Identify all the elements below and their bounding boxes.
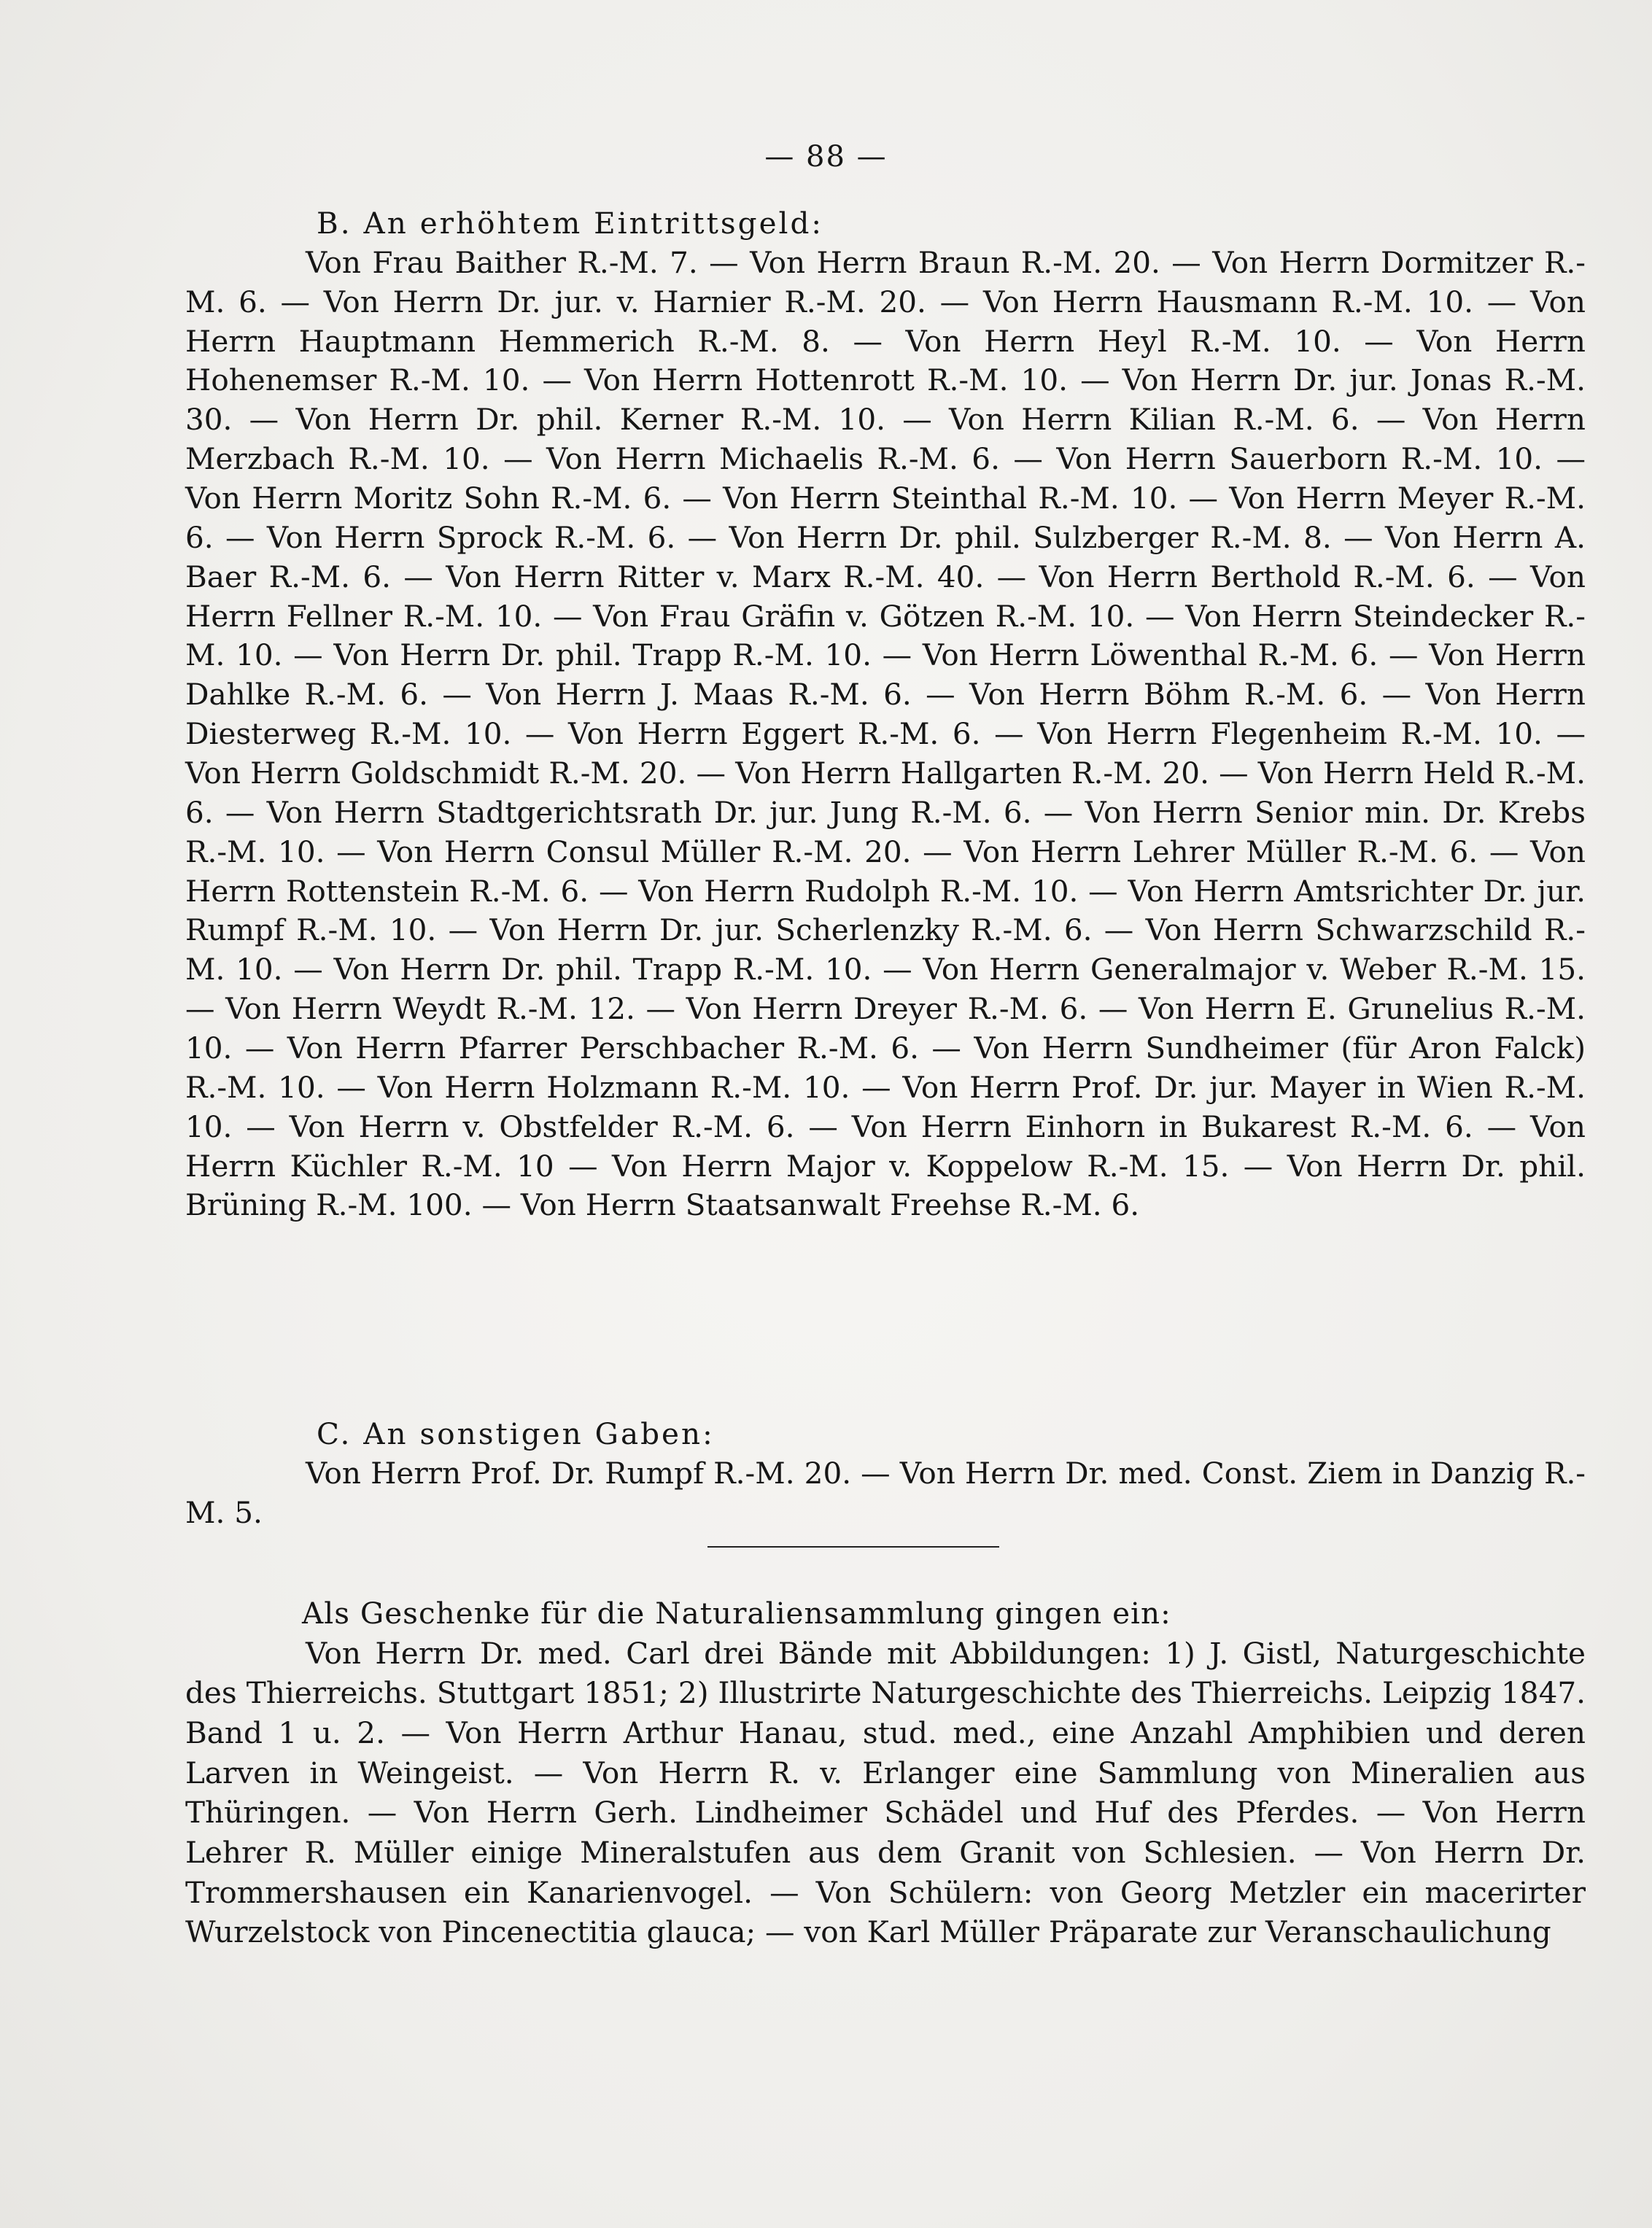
section-divider	[707, 1546, 999, 1548]
naturalien-heading: Als Geschenke für die Naturaliensammlung gingen ein:	[302, 1596, 1171, 1631]
section-b-body: Von Frau Baither R.-M. 7. — Von Herrn Braun R.-M. 20. — Von Herrn Dormitzer R.-M. 6. — Von Herrn Dr. jur. v. Harnier R.-M. 20. — Von Herrn Hausmann R.-M. 10. — Von Herrn Hauptmann Hemmerich R.-M. 8. — Von Herrn Heyl R.-M. 10. — Von Herrn Hohenemser R.-M. 10. — Von Herrn Hottenrott R.-M. 10. — Von Herrn Dr. jur. Jonas R.-M. 30. — Von Herrn Dr. phil. Kerner R.-M. 10. — Von Herrn Kilian R.-M. 6. — Von Herrn Merzbach R.-M. 10. — Von Herrn Michaelis R.-M. 6. — Von Herrn Sauerborn R.-M. 10. — Von Herrn Moritz Sohn R.-M. 6. — Von Herrn Steinthal R.-M. 10. — Von Herrn Meyer R.-M. 6. — Von Herrn Sprock R.-M. 6. — Von Herrn Dr. phil. Sulzberger R.-M. 8. — Von Herrn A. Baer R.-M. 6. — Von Herrn Ritter v. Marx R.-M. 40. — Von Herrn Berthold R.-M. 6. — Von Herrn Fellner R.-M. 10. — Von Frau Gräfin v. Götzen R.-M. 10. — Von Herrn Steindecker R.-M. 10. — Von Herrn Dr. phil. Trapp R.-M. 10. — Von Herrn Löwenthal R.-M. 6. — Von Herrn Dahlke R.-M. 6. — Von Herrn J. Maas R.-M. 6. — Von Herrn Böhm R.-M. 6. — Von Herrn Diesterweg R.-M. 10. — Von Herrn Eggert R.-M. 6. — Von Herrn Flegenheim R.-M. 10. — Von Herrn Goldschmidt R.-M. 20. — Von Herrn Hallgarten R.-M. 20. — Von Herrn Held R.-M. 6. — Von Herrn Stadtgerichtsrath Dr. jur. Jung R.-M. 6. — Von Herrn Senior min. Dr. Krebs R.-M. 10. — Von Herrn Consul Müller R.-M. 20. — Von Herrn Lehrer Müller R.-M. 6. — Von Herrn Rottenstein R.-M. 6. — Von Herrn Rudolph R.-M. 10. — Von Herrn Amtsrichter Dr. jur. Rumpf R.-M. 10. — Von Herrn Dr. jur. Scherlenzky R.-M. 6. — Von Herrn Schwarzschild R.-M. 10. — Von Herrn Dr. phil. Trapp R.-M. 10. — Von Herrn Generalmajor v. Weber R.-M. 15. — Von Herrn Weydt R.-M. 12. — Von Herrn Dreyer R.-M. 6. — Von Herrn E. Grunelius R.-M. 10. — Von Herrn Pfarrer Perschbacher R.-M. 6. — Von Herrn Sundheimer (für Aron Falck) R.-M. 10. — Von Herrn Holzmann R.-M. 10. — Von Herrn Prof. Dr. jur. Mayer in Wien R.-M. 10. — Von Herrn v. Obstfelder R.-M. 6. — Von Herrn Einhorn in Bukarest R.-M. 6. — Von Herrn Küchler R.-M. 10 — Von Herrn Major v. Koppelow R.-M. 15. — Von Herrn Dr. phil. Brüning R.-M. 100. — Von Herrn Staatsanwalt Freehse R.-M. 6.	[185, 244, 1586, 1223]
section-c-heading: C. An sonstigen Gaben:	[317, 1416, 715, 1451]
section-b	[185, 204, 1586, 1225]
naturalien-body: Von Herrn Dr. med. Carl drei Bände mit Abbildungen: 1) J. Gistl, Naturgeschichte des Thierreichs. Stuttgart 1851; 2) Illustrirte Naturgeschichte des Thierreichs. Leipzig 1847. Band 1 u. 2. — Von Herrn Arthur Hanau, stud. med., eine Anzahl Amphibien und deren Larven in Weingeist. — Von Herrn R. v. Erlanger eine Sammlung von Mineralien aus Thüringen. — Von Herrn Gerh. Lindheimer Schädel und Huf des Pferdes. — Von Herrn Lehrer R. Müller einige Mineralstufen aus dem Granit von Schlesien. — Von Herrn Dr. Trommershausen ein Kanarienvogel. — Von Schülern: von Georg Metzler ein macerirter Wurzelstock von Pincenectitia glauca; — von Karl Müller Präparate zur Veranschaulichung	[185, 1635, 1586, 1950]
naturalien-section	[185, 1594, 1586, 1952]
page-number: — 88 —	[764, 140, 888, 174]
section-c	[185, 1415, 1586, 1533]
section-b-heading: B. An erhöhtem Eintrittsgeld:	[317, 206, 824, 241]
section-c-body: Von Herrn Prof. Dr. Rumpf R.-M. 20. — Von Herrn Dr. med. Const. Ziem in Danzig R.-M. 5.	[185, 1455, 1586, 1530]
